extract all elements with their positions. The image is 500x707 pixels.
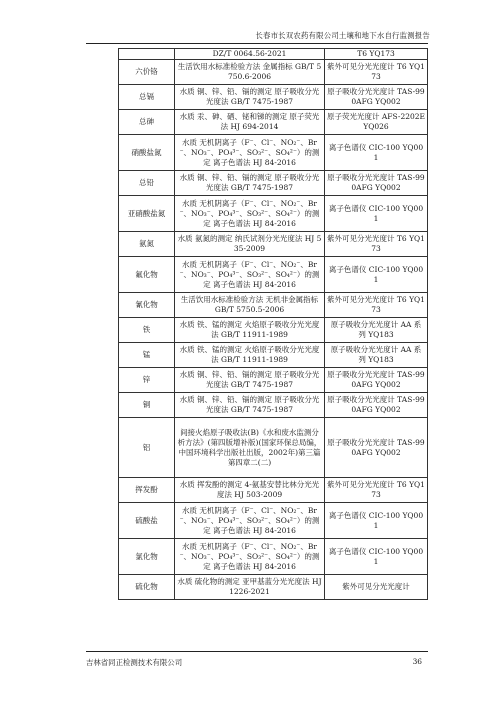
table-row (119, 539, 428, 575)
instrument-cell: 紫外可见分光光度计 T6 YQ173 (325, 60, 428, 85)
item-cell: 氟化物 (119, 257, 175, 293)
instrument-cell: 原子荧光光度计 AFS-2202E YQ026 (325, 110, 428, 135)
method-cell: 水质 铁、锰的测定 火焰原子吸收分光光度法 GB/T 11911-1989 (175, 343, 325, 368)
item-cell: 挥发酚 (119, 478, 175, 503)
table-row (119, 135, 428, 171)
item-cell (119, 49, 175, 60)
method-cell: 水质 硫化物的测定 亚甲基蓝分光光度法 HJ 1226-2021 (175, 575, 325, 600)
item-cell: 总砷 (119, 110, 175, 135)
instrument-cell: T6 YQ173 (325, 49, 428, 60)
item-cell: 硝酸盐氮 (119, 135, 175, 171)
method-cell: 水质 无机阴离子（F⁻、Cl⁻、NO₂⁻、Br⁻、NO₃⁻、PO₄³⁻、SO₃²⁻、SO₄²⁻）的测定 离子色谱法 HJ 84-2016 (175, 257, 325, 293)
table-row (119, 85, 428, 110)
table-row (119, 232, 428, 257)
instrument-cell: 紫外可见分光光度计 T6 YQ173 (325, 478, 428, 503)
table-row (119, 368, 428, 393)
item-cell: 铜 (119, 393, 175, 418)
instrument-cell: 紫外可见分光光度计 T6 YQ173 (325, 232, 428, 257)
methods-table (118, 48, 428, 600)
instrument-cell: 紫外可见分光光度计 T6 YQ173 (325, 293, 428, 318)
instrument-cell: 离子色谱仪 CIC-100 YQ001 (325, 196, 428, 232)
instrument-cell: 原子吸收分光光度计 TAS-990AFG YQ002 (325, 368, 428, 393)
page-header-title: 长春市长双农药有限公司土壤和地下水自行监测报告 (255, 31, 430, 40)
item-cell: 锌 (119, 368, 175, 393)
method-cell: 水质 无机阴离子（F⁻、Cl⁻、NO₂⁻、Br⁻、NO₃⁻、PO₄³⁻、SO₃²⁻、SO₄²⁻）的测定 离子色谱法 HJ 84-2016 (175, 539, 325, 575)
instrument-cell: 离子色谱仪 CIC-100 YQ001 (325, 539, 428, 575)
item-cell: 总铅 (119, 171, 175, 196)
method-cell: 水质 铜、锌、铅、镉的测定 原子吸收分光光度法 GB/T 7475-1987 (175, 393, 325, 418)
method-cell: 水质 氨氮的测定 纳氏试剂分光光度法 HJ 535-2009 (175, 232, 325, 257)
item-cell: 亚硝酸盐氮 (119, 196, 175, 232)
method-cell: 水质 汞、砷、硒、铋和锑的测定 原子荧光法 HJ 694-2014 (175, 110, 325, 135)
method-cell: 间接火焰原子吸收法(B)《水和废水监测分析方法》(第四版增补版)(国家环保总局编，中国环境科学出版社出版，2002年)第三篇第四章二(二) (175, 418, 325, 478)
item-cell: 六价铬 (119, 60, 175, 85)
table-row (119, 418, 428, 478)
instrument-cell: 原子吸收分光光度计 TAS-990AFG YQ002 (325, 171, 428, 196)
instrument-cell: 紫外可见分光光度计 (325, 575, 428, 600)
item-cell: 氨氮 (119, 232, 175, 257)
footer-page-number: 36 (412, 657, 422, 666)
table-row (119, 503, 428, 539)
method-cell: 水质 无机阴离子（F⁻、Cl⁻、NO₂⁻、Br⁻、NO₃⁻、PO₄³⁻、SO₃²⁻、SO₄²⁻）的测定 离子色谱法 HJ 84-2016 (175, 135, 325, 171)
method-cell: 水质 无机阴离子（F⁻、Cl⁻、NO₂⁻、Br⁻、NO₃⁻、PO₄³⁻、SO₃²⁻、SO₄²⁻）的测定 离子色谱法 HJ 84-2016 (175, 503, 325, 539)
method-cell: 水质 铁、锰的测定 火焰原子吸收分光光度法 GB/T 11911-1989 (175, 318, 325, 343)
table-row (119, 60, 428, 85)
instrument-cell: 原子吸收分光光度计 TAS-990AFG YQ002 (325, 418, 428, 478)
item-cell: 氯化物 (119, 539, 175, 575)
footer-divider (86, 651, 428, 652)
instrument-cell: 离子色谱仪 CIC-100 YQ001 (325, 135, 428, 171)
table-row (119, 171, 428, 196)
method-cell: 水质 挥发酚的测定 4-氨基安替比林分光光度法 HJ 503-2009 (175, 478, 325, 503)
table-row (119, 257, 428, 293)
methods-table-body (119, 49, 428, 600)
method-cell: 水质 无机阴离子（F⁻、Cl⁻、NO₂⁻、Br⁻、NO₃⁻、PO₄³⁻、SO₃²⁻、SO₄²⁻）的测定 离子色谱法 HJ 84-2016 (175, 196, 325, 232)
method-cell: 水质 铜、锌、铅、镉的测定 原子吸收分光光度法 GB/T 7475-1987 (175, 368, 325, 393)
item-cell: 铝 (119, 418, 175, 478)
item-cell: 氰化物 (119, 293, 175, 318)
table-row (119, 393, 428, 418)
footer-company: 吉林省同正检测技术有限公司 (86, 658, 183, 667)
item-cell: 铁 (119, 318, 175, 343)
instrument-cell: 离子色谱仪 CIC-100 YQ001 (325, 257, 428, 293)
instrument-cell: 原子吸收分光光度计 TAS-990AFG YQ002 (325, 393, 428, 418)
table-row (119, 196, 428, 232)
table-row (119, 575, 428, 600)
table-row (119, 478, 428, 503)
table-row (119, 318, 428, 343)
method-cell: 水质 铜、锌、铅、镉的测定 原子吸收分光光度法 GB/T 7475-1987 (175, 85, 325, 110)
table-row (119, 293, 428, 318)
table-row (119, 49, 428, 60)
method-cell: 生活饮用水标准检验方法 无机非金属指标 GB/T 5750.5-2006 (175, 293, 325, 318)
instrument-cell: 原子吸收分光光度计 AA 系列 YQ183 (325, 343, 428, 368)
table-row (119, 110, 428, 135)
method-cell: 水质 铜、锌、铅、镉的测定 原子吸收分光光度法 GB/T 7475-1987 (175, 171, 325, 196)
instrument-cell: 离子色谱仪 CIC-100 YQ001 (325, 503, 428, 539)
instrument-cell: 原子吸收分光光度计 TAS-990AFG YQ002 (325, 85, 428, 110)
header-divider (86, 43, 428, 44)
method-cell: DZ/T 0064.56-2021 (175, 49, 325, 60)
item-cell: 硫酸盐 (119, 503, 175, 539)
instrument-cell: 原子吸收分光光度计 AA 系列 YQ183 (325, 318, 428, 343)
item-cell: 锰 (119, 343, 175, 368)
table-row (119, 343, 428, 368)
item-cell: 总镉 (119, 85, 175, 110)
method-cell: 生活饮用水标准检验方法 金属指标 GB/T 5750.6-2006 (175, 60, 325, 85)
item-cell: 硫化物 (119, 575, 175, 600)
